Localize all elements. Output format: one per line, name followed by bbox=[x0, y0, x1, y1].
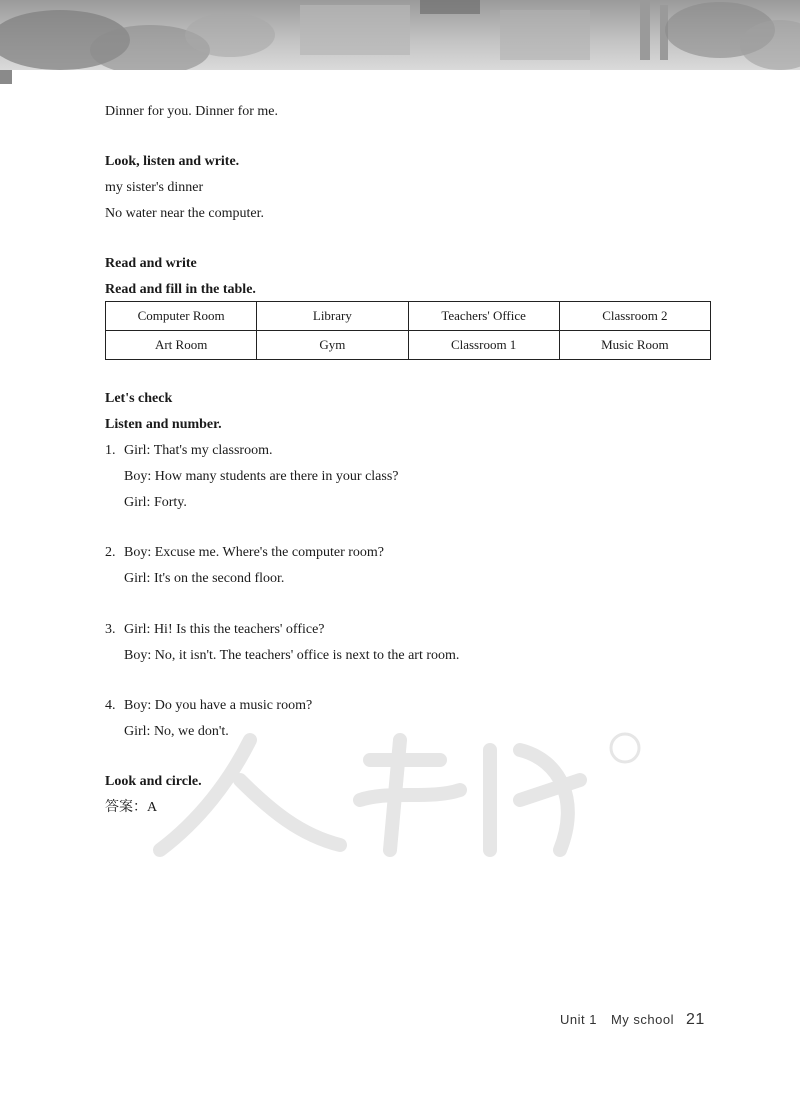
table-cell: Classroom 2 bbox=[559, 302, 710, 331]
dialogue-number: 1. bbox=[105, 443, 116, 458]
dialogue-line: Boy: How many students are there in your class? bbox=[124, 469, 399, 484]
header-banner bbox=[0, 0, 800, 70]
table-cell: Library bbox=[257, 302, 408, 331]
rooms-table bbox=[105, 301, 711, 360]
dialogue-number: 3. bbox=[105, 622, 116, 637]
answer-line: 答案：A bbox=[105, 800, 158, 815]
lets-check-heading: Let's check bbox=[105, 391, 173, 406]
table-cell: Classroom 1 bbox=[408, 331, 559, 360]
table-cell: Music Room bbox=[559, 331, 710, 360]
table-cell: Teachers' Office bbox=[408, 302, 559, 331]
dialogue-line: Girl: It's on the second floor. bbox=[124, 571, 285, 586]
table-row bbox=[106, 302, 711, 331]
table-cell: Gym bbox=[257, 331, 408, 360]
dialogue-line: Girl: Hi! Is this the teachers' office? bbox=[124, 622, 325, 637]
banner-illustration bbox=[0, 0, 800, 70]
listen-number-heading: Listen and number. bbox=[105, 417, 222, 432]
dialogue-line: Girl: Forty. bbox=[124, 495, 187, 510]
footer-title: My school bbox=[610, 1012, 674, 1027]
read-fill-heading: Read and fill in the table. bbox=[105, 282, 256, 297]
table-row bbox=[106, 331, 711, 360]
dialogue-line: Boy: Do you have a music room? bbox=[124, 698, 313, 713]
look-listen-write-heading: Look, listen and write. bbox=[105, 154, 240, 169]
dialogue-number: 4. bbox=[105, 698, 116, 713]
publisher-watermark bbox=[140, 720, 660, 870]
answer-line: No water near the computer. bbox=[105, 206, 264, 221]
answer-line: my sister's dinner bbox=[105, 180, 204, 195]
dialogue-line: Boy: No, it isn't. The teachers' office is next to the art room. bbox=[124, 648, 460, 663]
dialogue-line: Boy: Excuse me. Where's the computer room? bbox=[124, 545, 385, 560]
table-cell: Art Room bbox=[106, 331, 257, 360]
dialogue-line: Girl: That's my classroom. bbox=[124, 443, 273, 458]
table-cell: Computer Room bbox=[106, 302, 257, 331]
intro-line: Dinner for you. Dinner for me. bbox=[105, 104, 279, 119]
dialogue-line: Girl: No, we don't. bbox=[124, 724, 229, 739]
corner-tab bbox=[0, 70, 12, 84]
page-footer bbox=[560, 1011, 705, 1029]
dialogue-number: 2. bbox=[105, 545, 116, 560]
footer-unit: Unit 1 bbox=[560, 1012, 597, 1027]
read-write-heading: Read and write bbox=[105, 256, 197, 271]
look-circle-heading: Look and circle. bbox=[105, 774, 202, 789]
page-number: 21 bbox=[686, 1011, 705, 1028]
